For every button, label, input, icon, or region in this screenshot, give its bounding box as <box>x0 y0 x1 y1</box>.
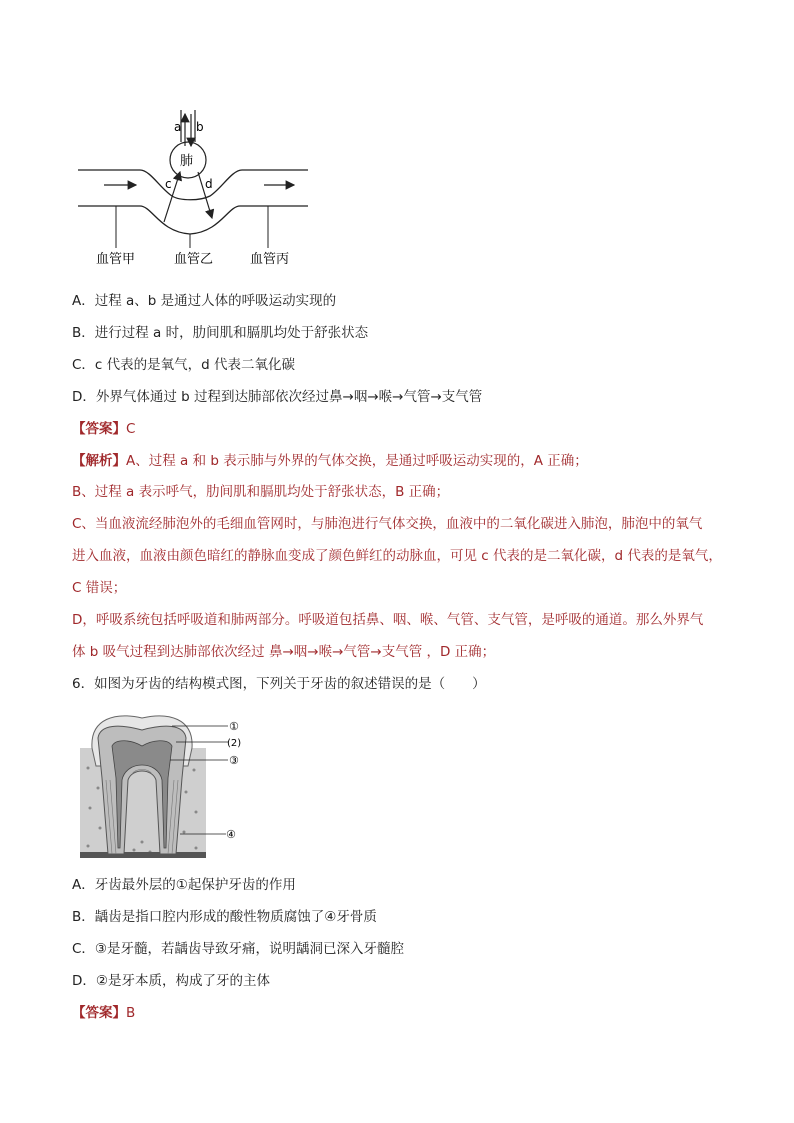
tooth-label-3: ③ <box>229 754 239 767</box>
analysis-text: A、过程 a 和 b 表示肺与外界的气体交换，是通过呼吸运动实现的，A 正确； <box>126 453 588 469</box>
q5-answer <box>72 419 135 439</box>
answer-value: B <box>126 1005 136 1021</box>
lung-gas-exchange-diagram <box>0 0 794 280</box>
q6-answer <box>72 1003 135 1023</box>
q5-analysis-7: 体 b 吸气过程到达肺部依次经过 鼻→咽→喉→气管→支气管 ，D 正确； <box>72 644 496 660</box>
q6-option-a: A．牙齿最外层的①起保护牙齿的作用 <box>72 877 296 893</box>
q5-analysis-6: D，呼吸系统包括呼吸道和肺两部分。呼吸道包括鼻、咽、喉、气管、支气管，是呼吸的通道。那么外界气 <box>72 612 704 628</box>
label-b: b <box>196 120 204 134</box>
label-vessel-2: 血管乙 <box>174 252 214 267</box>
q5-option-c: C．c 代表的是氧气，d 代表二氧化碳 <box>72 357 296 373</box>
q5-option-a: A．过程 a、b 是通过人体的呼吸运动实现的 <box>72 293 337 309</box>
vessel-bottom-wall <box>78 206 308 234</box>
label-d: d <box>205 177 213 191</box>
q6-option-c: C．③是牙髓，若龋齿导致牙痛，说明龋洞已深入牙髓腔 <box>72 941 405 957</box>
q5-analysis-2: B、过程 a 表示呼气，肋间肌和膈肌均处于舒张状态，B 正确； <box>72 484 450 500</box>
tooth-label-1: ① <box>229 720 239 733</box>
q5-option-b: B．进行过程 a 时，肋间肌和膈肌均处于舒张状态 <box>72 325 369 341</box>
analysis-label: 【解析】 <box>72 453 126 469</box>
q5-analysis-5: C 错误； <box>72 580 127 596</box>
label-vessel-1: 血管甲 <box>96 252 136 267</box>
answer-label: 【答案】 <box>72 1005 126 1021</box>
q6-option-d: D．②是牙本质，构成了牙的主体 <box>72 973 270 989</box>
answer-label: 【答案】 <box>72 421 126 437</box>
q5-option-d: D．外界气体通过 b 过程到达肺部依次经过鼻→咽→喉→气管→支气管 <box>72 389 483 405</box>
tooth-label-4: ④ <box>226 828 236 841</box>
q6-question: 6．如图为牙齿的结构模式图，下列关于牙齿的叙述错误的是（ ） <box>72 676 486 692</box>
label-vessel-3: 血管丙 <box>250 252 290 267</box>
q5-analysis-4: 进入血液，血液由颜色暗红的静脉血变成了颜色鲜红的动脉血，可见 c 代表的是二氧化碳，d 代表的是氧气， <box>72 548 722 564</box>
q6-option-b: B．龋齿是指口腔内形成的酸性物质腐蚀了④牙骨质 <box>72 909 377 925</box>
answer-value: C <box>126 421 136 437</box>
label-lung: 肺 <box>180 154 194 169</box>
tooth-label-2: (2) <box>227 738 242 749</box>
q5-analysis-1 <box>72 451 588 471</box>
label-a: a <box>174 120 182 134</box>
label-c: c <box>165 177 172 191</box>
q5-analysis-3: C、当血液流经肺泡外的毛细血管网时，与肺泡进行气体交换，血液中的二氧化碳进入肺泡，肺泡中的氧气 <box>72 516 703 532</box>
tooth-structure-diagram <box>76 708 256 860</box>
